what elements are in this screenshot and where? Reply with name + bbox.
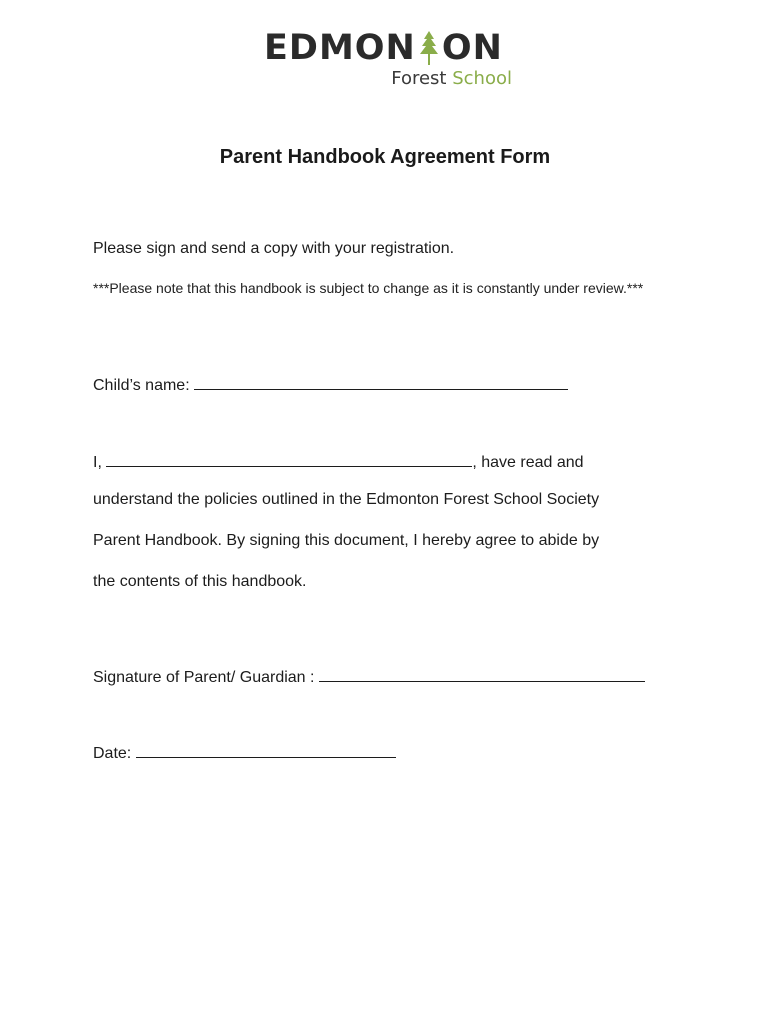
logo-subtitle	[391, 68, 512, 90]
agreement-line-2: understand the policies outlined in the Edmonton Forest School Society	[93, 491, 600, 508]
logo-sub-school: School	[452, 68, 512, 89]
date-label: Date:	[93, 745, 132, 762]
agreement-suffix: , have read and	[472, 454, 584, 471]
child-name-label: Child’s name:	[93, 377, 190, 394]
signature-label: Signature of Parent/ Guardian :	[93, 669, 315, 686]
logo-wordmark	[264, 28, 503, 68]
agreement-line-4: the contents of this handbook.	[93, 573, 307, 590]
signature-field[interactable]	[319, 666, 645, 682]
form-title: Parent Handbook Agreement Form	[219, 146, 551, 168]
change-note: ***Please note that this handbook is subject to change as it is constantly under review.***	[93, 280, 644, 296]
child-name-field[interactable]	[194, 374, 568, 390]
logo-word-right: ON	[441, 28, 503, 68]
intro-text: Please sign and send a copy with your registration.	[93, 240, 455, 257]
agreement-line-3: Parent Handbook. By signing this document, I hereby agree to abide by	[93, 532, 600, 549]
logo-sub-forest: Forest	[391, 68, 447, 89]
edmonton-forest-school-logo	[264, 28, 514, 90]
child-name-row	[93, 374, 568, 395]
signature-row	[93, 666, 645, 687]
date-row	[93, 742, 396, 763]
parent-name-field[interactable]	[106, 451, 472, 467]
tree-icon	[417, 30, 441, 66]
logo-word-left: EDMON	[264, 28, 416, 68]
date-field[interactable]	[136, 742, 396, 758]
agreement-line-1	[93, 451, 584, 472]
agreement-prefix: I,	[93, 454, 102, 471]
